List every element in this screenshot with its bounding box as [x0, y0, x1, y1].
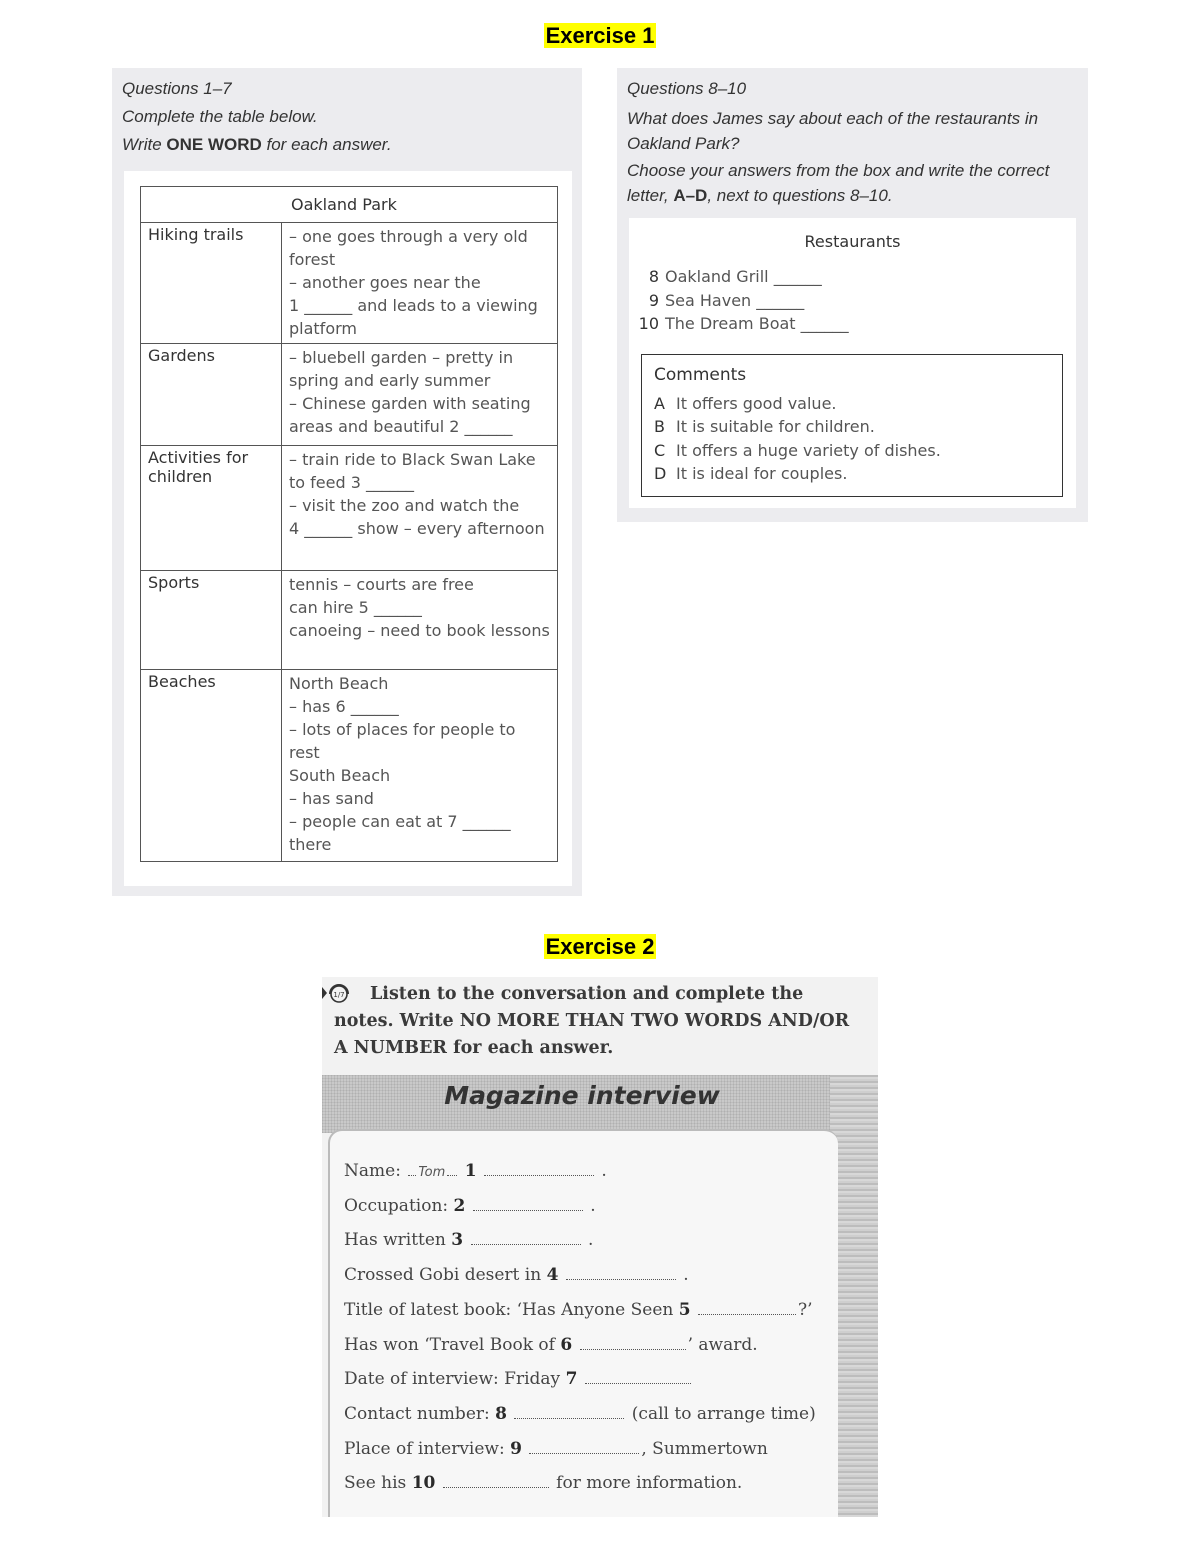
questions-range: Questions 8–10 — [627, 79, 747, 98]
row-content: – train ride to Black Swan Lake to feed 3 ______ – visit the zoo and watch the 4 ______ show – every afternoon — [282, 446, 558, 571]
list-item: C It offers a huge variety of dishes. — [654, 441, 941, 460]
instruction-one-word: Write ONE WORD for each answer. — [122, 135, 392, 154]
questions-range: Questions 1–7 — [122, 79, 232, 98]
table-title: Oakland Park — [141, 187, 558, 223]
notes-card — [328, 1129, 838, 1517]
row-content: – bluebell garden – pretty in spring and early summer – Chinese garden with seating areas and beautiful 2 ______ — [282, 344, 558, 446]
list-item: D It is ideal for couples. — [654, 464, 848, 483]
note-award: Has won ‘Travel Book of 6 ’ award. — [344, 1335, 758, 1355]
table-container — [124, 171, 572, 886]
handwritten-answer: Tom — [418, 1165, 446, 1180]
row-label: Beaches — [141, 670, 282, 862]
note-occupation: Occupation: 2 . — [344, 1196, 596, 1216]
magazine-interview-heading: Magazine interview — [444, 1081, 720, 1110]
table-row — [141, 223, 558, 344]
note-see-his: See his 10 for more information. — [344, 1473, 743, 1493]
question-text: What does James say about each of the restaurants in Oakland Park? — [627, 109, 1039, 153]
magazine-interview-scan — [322, 977, 878, 1517]
list-item: 9 Sea Haven ______ — [648, 291, 805, 310]
note-gobi-desert: Crossed Gobi desert in 4 . — [344, 1265, 689, 1285]
list-item: 10 The Dream Boat ______ — [638, 314, 849, 333]
comments-box — [641, 354, 1063, 497]
restaurants-title: Restaurants — [804, 232, 901, 251]
row-content: North Beach – has 6 ______ – lots of places for people to rest South Beach – has sand – people can eat at 7 ______ there — [282, 670, 558, 862]
table-row — [141, 571, 558, 670]
note-contact-number: Contact number: 8 (call to arrange time) — [344, 1404, 816, 1424]
exercise-1-title: Exercise 1 — [545, 23, 655, 48]
note-interview-date: Date of interview: Friday 7 — [344, 1369, 693, 1389]
note-interview-place: Place of interview: 9 , Summertown — [344, 1439, 768, 1459]
instruction-complete-table: Complete the table below. — [122, 107, 318, 126]
list-item: B It is suitable for children. — [654, 417, 875, 436]
table-row — [141, 670, 558, 862]
note-name: Name: Tom 1 . — [344, 1161, 607, 1181]
row-label: Hiking trails — [141, 223, 282, 344]
note-latest-book: Title of latest book: ‘Has Anyone Seen 5 ?’ — [344, 1300, 813, 1320]
svg-text:1/7: 1/7 — [333, 991, 345, 999]
restaurants-box — [629, 218, 1076, 508]
row-label: Sports — [141, 571, 282, 670]
instruction-choose: Choose your answers from the box and write the correct letter, A–D, next to questions 8–10. — [627, 161, 1050, 205]
listening-instruction: Listen to the conversation and complete the notes. Write NO MORE THAN TWO WORDS AND/OR A NUMBER for each answer. — [334, 984, 850, 1058]
questions-1-7-panel — [112, 68, 582, 896]
row-label: Gardens — [141, 344, 282, 446]
exercise-2-title: Exercise 2 — [545, 934, 655, 959]
list-item: A It offers good value. — [654, 394, 837, 413]
list-item: 8 Oakland Grill ______ — [648, 267, 822, 286]
note-has-written: Has written 3 . — [344, 1230, 594, 1250]
table-row — [141, 446, 558, 571]
comments-title: Comments — [654, 365, 747, 385]
row-label: Activities for children — [141, 446, 282, 571]
oakland-park-table — [140, 186, 558, 862]
questions-8-10-panel — [617, 68, 1088, 522]
table-row — [141, 344, 558, 446]
row-content: tennis – courts are free can hire 5 ______ canoeing – need to book lessons — [282, 571, 558, 670]
row-content: – one goes through a very old forest – another goes near the 1 ______ and leads to a viewing platform — [282, 223, 558, 344]
